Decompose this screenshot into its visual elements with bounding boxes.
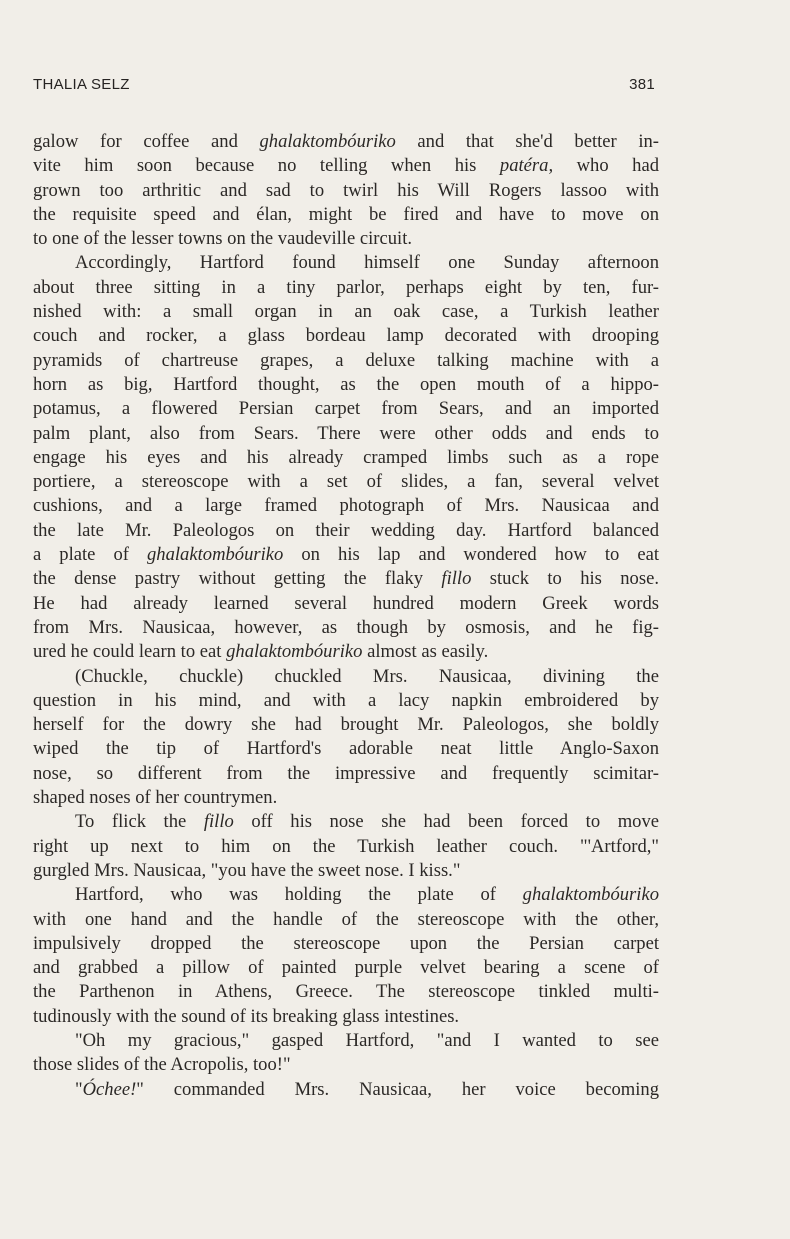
paragraph — [33, 251, 659, 664]
text-line — [33, 786, 659, 810]
text-segment: grown too arthritic and sad to twirl his Will Rogers lassoo with — [33, 179, 659, 201]
text-segment: the late Mr. Paleologos on their wedding day. Hartford balanced — [33, 519, 659, 541]
text-line — [33, 616, 659, 640]
text-segment: impulsively dropped the stereoscope upon the Persian carpet — [33, 932, 659, 954]
text-line — [33, 640, 659, 664]
running-head — [33, 76, 655, 96]
text-segment: the dense pastry without getting the flaky — [33, 568, 442, 590]
text-segment: engage his eyes and his already cramped limbs such as a rope — [33, 446, 659, 468]
text-line — [33, 179, 659, 203]
italic-text: ghalaktombóuriko — [522, 884, 659, 906]
text-line — [33, 422, 659, 446]
text-line — [33, 276, 659, 300]
text-line — [33, 567, 659, 591]
italic-text: patéra, — [499, 155, 554, 177]
text-line — [33, 689, 659, 713]
paragraph — [33, 810, 659, 883]
text-line — [33, 810, 659, 834]
text-segment: "Oh my gracious," gasped Hartford, "and I wanted to see — [75, 1029, 659, 1051]
text-segment: a plate of — [33, 544, 147, 566]
text-line — [33, 980, 659, 1004]
paragraph — [33, 130, 659, 251]
italic-text: Óchee! — [82, 1078, 137, 1100]
body-text — [33, 130, 659, 1102]
text-line — [33, 154, 659, 178]
text-line — [33, 130, 659, 154]
text-line — [33, 1078, 659, 1102]
text-line — [33, 203, 659, 227]
text-line — [33, 519, 659, 543]
text-segment: almost as easily. — [362, 641, 489, 663]
text-line — [33, 1005, 659, 1029]
text-line — [33, 835, 659, 859]
text-line — [33, 713, 659, 737]
text-segment: ured he could learn to eat — [33, 641, 227, 663]
text-line — [33, 956, 659, 980]
text-line — [33, 665, 659, 689]
text-segment: wiped the tip of Hartford's adorable neat little Anglo-Saxon — [33, 738, 659, 760]
italic-text: fillo — [203, 811, 234, 833]
paragraph — [33, 883, 659, 1029]
text-segment: the requisite speed and élan, might be fired and have to move on — [33, 203, 659, 225]
paragraph — [33, 1029, 659, 1078]
text-line — [33, 300, 659, 324]
text-segment: with one hand and the handle of the stereoscope with the other, — [33, 908, 659, 930]
text-line — [33, 470, 659, 494]
text-line — [33, 859, 659, 883]
text-segment: He had already learned several hundred modern Greek words — [33, 592, 659, 614]
text-segment: galow for coffee and — [33, 131, 260, 152]
text-line — [33, 592, 659, 616]
text-segment: couch and rocker, a glass bordeau lamp decorated with drooping — [33, 325, 659, 347]
text-line — [33, 1029, 659, 1053]
text-segment: cushions, and a large framed photograph of Mrs. Nausicaa and — [33, 495, 659, 517]
paragraph — [33, 1078, 659, 1102]
page-number: 381 — [629, 76, 655, 93]
text-segment: tudinously with the sound of its breaking glass intestines. — [33, 1005, 460, 1027]
text-segment: pyramids of chartreuse grapes, a deluxe talking machine with a — [33, 349, 659, 371]
text-segment: To flick the — [75, 811, 204, 833]
text-line — [33, 908, 659, 932]
running-head-author: THALIA SELZ — [33, 76, 130, 93]
text-line — [33, 446, 659, 470]
text-line — [33, 227, 659, 251]
text-segment: those slides of the Acropolis, too!" — [33, 1054, 291, 1076]
italic-text: fillo — [441, 568, 472, 590]
text-segment: stuck to his nose. — [471, 568, 659, 590]
text-segment: gurgled Mrs. Nausicaa, "you have the sweet nose. I kiss." — [33, 859, 461, 881]
text-line — [33, 324, 659, 348]
text-segment: nose, so different from the impressive and frequently scimitar- — [33, 762, 659, 784]
text-segment: shaped noses of her countrymen. — [33, 787, 278, 809]
text-segment: off his nose she had been forced to move — [233, 811, 659, 833]
text-line — [33, 373, 659, 397]
text-line — [33, 883, 659, 907]
text-line — [33, 397, 659, 421]
italic-text: ghalaktombóuriko — [259, 131, 396, 152]
text-segment: and grabbed a pillow of painted purple velvet bearing a scene of — [33, 957, 659, 979]
text-segment: portiere, a stereoscope with a set of slides, a fan, several velvet — [33, 471, 659, 493]
text-line — [33, 737, 659, 761]
text-line — [33, 762, 659, 786]
text-line — [33, 1053, 659, 1077]
italic-text: ghalaktombóuriko — [147, 544, 284, 566]
text-segment: on his lap and wondered how to eat — [283, 544, 659, 566]
text-line — [33, 932, 659, 956]
text-segment: Accordingly, Hartford found himself one Sunday afternoon — [75, 252, 659, 274]
text-segment: vite him soon because no telling when his — [33, 155, 500, 177]
text-segment: horn as big, Hartford thought, as the open mouth of a hippo- — [33, 373, 659, 395]
text-segment: Hartford, who was holding the plate of — [75, 884, 523, 906]
text-line — [33, 349, 659, 373]
text-segment: palm plant, also from Sears. There were other odds and ends to — [33, 422, 659, 444]
text-line — [33, 543, 659, 567]
text-line — [33, 494, 659, 518]
text-segment: " — [75, 1078, 83, 1100]
text-segment: to one of the lesser towns on the vaudeville circuit. — [33, 228, 413, 250]
text-segment: herself for the dowry she had brought Mr. Paleologos, she boldly — [33, 714, 659, 736]
italic-text: ghalaktombóuriko — [226, 641, 363, 663]
paragraph — [33, 665, 659, 811]
text-line — [33, 251, 659, 275]
text-segment: right up next to him on the Turkish leather couch. "'Artford," — [33, 835, 659, 857]
text-segment: (Chuckle, chuckle) chuckled Mrs. Nausicaa, divining the — [75, 665, 659, 687]
text-segment: question in his mind, and with a lacy napkin embroidered by — [33, 689, 659, 711]
text-segment: from Mrs. Nausicaa, however, as though by osmosis, and he fig- — [33, 616, 659, 638]
text-segment: " commanded Mrs. Nausicaa, her voice becoming — [136, 1078, 659, 1100]
text-segment: and that she'd better in- — [395, 131, 659, 152]
text-segment: nished with: a small organ in an oak case, a Turkish leather — [33, 301, 659, 323]
text-segment: potamus, a flowered Persian carpet from Sears, and an imported — [33, 398, 659, 420]
text-segment: the Parthenon in Athens, Greece. The stereoscope tinkled multi- — [33, 981, 659, 1003]
text-segment: who had — [553, 155, 659, 177]
text-segment: about three sitting in a tiny parlor, perhaps eight by ten, fur- — [33, 276, 659, 298]
